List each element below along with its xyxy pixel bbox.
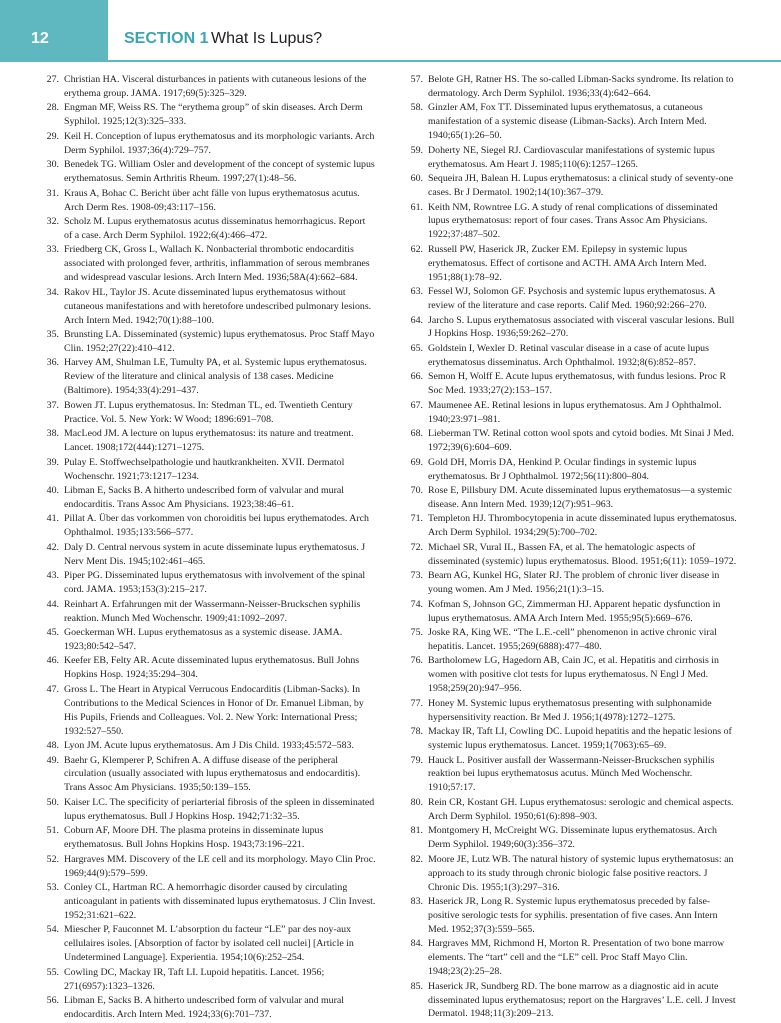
reference-item <box>40 101 376 129</box>
reference-item <box>404 796 740 824</box>
reference-number: 41. <box>46 513 59 525</box>
reference-number: 76. <box>410 655 423 667</box>
reference-item <box>40 824 376 852</box>
reference-text: Hauck L. Positiver ausfall der Wassermann-Neisser-Bruckschen syphilis reaktion bei lupus erythematosus acutus. Münch Med Wochenschr. 1910;57:17. <box>428 754 715 794</box>
reference-number: 56. <box>46 995 59 1007</box>
reference-text: Ginzler AM, Fox TT. Disseminated lupus erythematosus, a cutaneous manifestation of a systemic disease (Libman-Sacks). Arch Intern Med. 1940;65(1):26–50. <box>428 102 707 142</box>
reference-text: Baehr G, Klemperer P, Schifren A. A diffuse disease of the peripheral circulation (usually associated with lupus erythematosus and endocarditis). Trans Assoc Am Physicians. 1935;50:139–155. <box>64 754 361 794</box>
reference-item <box>404 285 740 313</box>
reference-item <box>404 243 740 285</box>
reference-number: 42. <box>46 541 59 553</box>
reference-item <box>40 626 376 654</box>
reference-number: 85. <box>410 980 423 992</box>
page-header <box>0 0 781 62</box>
reference-text: Harvey AM, Shulman LE, Tumulty PA, et al. Systemic lupus erythematosus. Review of the literature and clinical analysis of 138 cases. Medicine (Baltimore). 1954;33(4):291–437. <box>64 357 367 397</box>
reference-number: 75. <box>410 627 423 639</box>
reference-text: Daly D. Central nervous system in acute disseminate lupus erythematosus. J Nerv Ment Dis. 1945;102:461–465. <box>64 541 366 567</box>
section-label: SECTION 1 <box>124 30 209 47</box>
reference-item <box>40 923 376 965</box>
reference-item <box>40 243 376 285</box>
reference-number: 62. <box>410 243 423 255</box>
reference-number: 33. <box>46 244 59 256</box>
reference-number: 63. <box>410 286 423 298</box>
reference-item <box>40 541 376 569</box>
reference-item <box>40 427 376 455</box>
reference-item <box>404 569 740 597</box>
reference-number: 48. <box>46 740 59 752</box>
reference-number: 32. <box>46 216 59 228</box>
reference-text: Brunsting LA. Disseminated (systemic) lupus erythematosus. Proc Staff Mayo Clin. 1952;27(22):410–412. <box>64 329 375 354</box>
reference-item <box>404 754 740 796</box>
reference-text: Kofman S, Johnson GC, Zimmerman HJ. Apparent hepatic dysfunction in lupus erythematosus. AMA Arch Intern Med. 1955;95(5):669–676. <box>428 598 721 624</box>
reference-number: 44. <box>46 598 59 610</box>
reference-text: Haserick JR, Sundberg RD. The bone marrow as a diagnostic aid in acute disseminated lupus erythematosus; report on the Hargraves’ L.E. cell. J Invest Dermatol. 1948;11(3):209–213. <box>428 980 736 1020</box>
reference-item <box>404 399 740 427</box>
reference-number: 40. <box>46 485 59 496</box>
reference-item <box>404 626 740 654</box>
reference-number: 69. <box>410 456 423 468</box>
reference-number: 78. <box>410 726 423 738</box>
reference-text: Mackay IR, Taft LI, Cowling DC. Lupoid hepatitis and the hepatic lesions of systemic lupus erythematosus. Lancet. 1959;1(7063):65–69. <box>428 726 732 752</box>
reference-text: Montgomery H, McCreight WG. Disseminate lupus erythematosus. Arch Derm Syphilol. 1949;60(3):356–372. <box>428 825 717 851</box>
reference-item <box>40 598 376 626</box>
reference-number: 70. <box>410 485 423 496</box>
reference-item <box>40 130 376 158</box>
reference-text: Pulay E. Stoffwechselpathologie und hautkrankheiten. XVII. Dermatol Wochenschr. 1921;73:1217–1234. <box>64 456 345 482</box>
reference-item <box>404 172 740 200</box>
reference-text: Engman MF, Weiss RS. The “erythema group” of skin diseases. Arch Derm Syphilol. 1925;12(3):325–333. <box>64 102 363 128</box>
reference-text: Goeckerman WH. Lupus erythematosus as a systemic disease. JAMA. 1923;80:542–547. <box>64 627 343 652</box>
reference-item <box>404 370 740 398</box>
reference-text: Libman E, Sacks B. A hitherto undescribed form of valvular and mural endocarditis. Trans Assoc Am Physicians. 1923;38:46–61. <box>64 485 344 510</box>
reference-item <box>40 853 376 881</box>
reference-number: 71. <box>410 513 423 525</box>
reference-item <box>404 895 740 937</box>
reference-text: Hargraves MM, Richmond H, Morton R. Presentation of two bone marrow elements. The “tart” cell and the “LE” cell. Proc Staff Mayo Clin. 1948;23(2):25–28. <box>428 938 725 978</box>
reference-text: Belote GH, Ratner HS. The so-called Libman-Sacks syndrome. Its relation to dermatology. Arch Derm Syphilol. 1936;33(4):642–664. <box>428 74 734 99</box>
reference-item <box>40 356 376 398</box>
reference-number: 65. <box>410 342 423 354</box>
reference-number: 64. <box>410 314 423 326</box>
reference-item <box>404 654 740 696</box>
reference-text: Semon H, Wolff E. Acute lupus erythematosus, with fundus lesions. Proc R Soc Med. 1933;27(2):153–157. <box>428 371 727 397</box>
reference-number: 31. <box>46 187 59 199</box>
header-rule <box>108 60 781 62</box>
reference-number: 47. <box>46 683 59 695</box>
reference-item <box>404 101 740 143</box>
reference-text: Cowling DC, Mackay IR, Taft LI. Lupoid hepatitis. Lancet. 1956; 271(6957):1323–1326. <box>64 966 325 992</box>
reference-item <box>404 314 740 342</box>
reference-number: 36. <box>46 357 59 369</box>
reference-text: Benedek TG. William Osler and development of the concept of systemic lupus erythematosus. Semin Arthritis Rheum. 1997;27(1):48–56. <box>64 159 375 185</box>
reference-number: 55. <box>46 966 59 978</box>
reference-item <box>404 512 740 540</box>
reference-text: Kaiser LC. The specificity of periarterial fibrosis of the spleen in disseminated lupus erythematosus. Bull J Hopkins Hosp. 1942;71:32–35. <box>64 796 375 822</box>
reference-item <box>40 683 376 739</box>
reference-number: 80. <box>410 796 423 808</box>
reference-number: 82. <box>410 853 423 865</box>
reference-number: 52. <box>46 853 59 865</box>
reference-item <box>404 541 740 569</box>
reference-text: Pillat A. Über das vorkommen von choroiditis bei lupus erythematodes. Arch Ophthalmol. 1935;133:566–577. <box>64 513 369 539</box>
reference-text: Gold DH, Morris DA, Henkind P. Ocular findings in systemic lupus erythematosus. Br J Ophthalmol. 1972;56(11):800–804. <box>428 456 697 482</box>
reference-item <box>404 937 740 979</box>
reference-item <box>404 201 740 243</box>
reference-text: MacLeod JM. A lecture on lupus erythematosus: its nature and treatment. Lancet. 1908;172(444):1271–1275. <box>64 428 354 454</box>
reference-number: 74. <box>410 598 423 610</box>
reference-number: 51. <box>46 825 59 837</box>
reference-text: Kraus A, Bohac C. Bericht über acht fälle von lupus erythematosus acutus. Arch Derm Res. 1908-09;43:117–156. <box>64 187 360 213</box>
reference-number: 61. <box>410 201 423 213</box>
reference-item <box>40 73 376 101</box>
reference-text: Bearn AG, Kunkel HG, Slater RJ. The problem of chronic liver disease in young women. Am J Med. 1956;21(1):3–15. <box>428 570 720 596</box>
reference-text: Templeton HJ. Thrombocytopenia in acute disseminated lupus erythematosus. Arch Derm Syphilol. 1934;29(5):700–702. <box>428 513 737 539</box>
reference-number: 58. <box>410 102 423 114</box>
reference-item <box>40 187 376 215</box>
reference-item <box>40 512 376 540</box>
reference-number: 84. <box>410 938 423 950</box>
reference-text: Joske RA, King WE. “The L.E.-cell” phenomenon in active chronic viral hepatitis. Lancet. 1955;269(6888):477–480. <box>428 627 717 652</box>
reference-number: 67. <box>410 399 423 411</box>
reference-item <box>40 569 376 597</box>
reference-item <box>40 399 376 427</box>
references-column-right <box>404 73 740 1022</box>
reference-item <box>404 824 740 852</box>
reference-text: Coburn AF, Moore DH. The plasma proteins in disseminate lupus erythematosus. Bull Johns Hopkins Hosp. 1943;73:196–221. <box>64 825 324 851</box>
reference-number: 46. <box>46 655 59 667</box>
reference-text: Christian HA. Visceral disturbances in patients with cutaneous lesions of the erythema group. JAMA. 1917;69(5):325–329. <box>64 74 367 99</box>
reference-item <box>40 158 376 186</box>
reference-number: 37. <box>46 399 59 411</box>
reference-item <box>404 980 740 1022</box>
reference-text: Gross L. The Heart in Atypical Verrucous Endocarditis (Libman-Sacks). In Contributions to the Medical Sciences in Honor of Dr. Emanuel Libman, by His Pupils, Friends and Colleagues. Vol. 2. New York: International Press; 1932:527–550. <box>64 683 364 737</box>
reference-text: Goldstein I, Wexler D. Retinal vascular disease in a case of acute lupus erythematosus disseminatus. Arch Ophthalmol. 1932;8(6):852–857. <box>428 342 709 368</box>
reference-number: 68. <box>410 428 423 440</box>
reference-number: 43. <box>46 570 59 582</box>
reference-number: 57. <box>410 74 423 85</box>
reference-number: 53. <box>46 882 59 894</box>
reference-number: 79. <box>410 754 423 766</box>
reference-item <box>40 328 376 356</box>
reference-text: Bowen JT. Lupus erythematosus. In: Stedman TL, ed. Twentieth Century Practice. Vol. 5. New York: W Wood; 1896:691–708. <box>64 399 353 425</box>
reference-number: 59. <box>410 144 423 156</box>
reference-text: Miescher P, Fauconnet M. L’absorption du facteur “LE” par des noy-aux cellulaires isoles. [Absorption of factor by isolated cell nuclei] [Article in Undetermined Language]. Experientia. 1954;10(6):252–254. <box>64 924 354 964</box>
reference-text: Rose E, Pillsbury DM. Acute disseminated lupus erythematosus—a systemic disease. Ann Intern Med. 1939;12(7):951–963. <box>428 485 732 510</box>
reference-text: Moore JE, Lutz WB. The natural history of systemic lupus erythematosus: an approach to its study through chronic biologic false positive reactors. J Chronic Dis. 1955;1(3):297–316. <box>428 853 734 893</box>
reference-item <box>40 754 376 796</box>
reference-text: Haserick JR, Long R. Systemic lupus erythematosus preceded by false-positive serologic tests for syphilis. presentation of five cases. Ann Intern Med. 1952;37(3):559–565. <box>428 896 718 935</box>
reference-number: 49. <box>46 754 59 766</box>
reference-item <box>404 456 740 484</box>
reference-item <box>40 994 376 1022</box>
reference-number: 27. <box>46 74 59 85</box>
reference-text: Russell PW, Haserick JR, Zucker EM. Epilepsy in systemic lupus erythematosus. Effect of cortisone and ACTH. AMA Arch Intern Med. 1951;88(1):78–92. <box>428 243 707 283</box>
reference-text: Friedberg CK, Gross L, Wallach K. Nonbacterial thrombotic endocarditis associated with prolonged fever, arthritis, inflammation of serous membranes and widespread vascular lesions. Arch Intern Med. 1936;58A(4):662–684. <box>64 244 370 284</box>
reference-number: 50. <box>46 796 59 808</box>
reference-text: Jarcho S. Lupus erythematosus associated with visceral vascular lesions. Bull J Hopkins Hosp. 1936;59:262–270. <box>428 314 735 340</box>
reference-text: Conley CL, Hartman RC. A hemorrhagic disorder caused by circulating anticoagulant in patients with disseminated lupus erythematosus. J Clin Invest. 1952;31:621–622. <box>64 882 376 921</box>
reference-item <box>404 598 740 626</box>
reference-text: Libman E, Sacks B. A hitherto undescribed form of valvular and mural endocarditis. Arch Intern Med. 1924;33(6):701–737. <box>64 995 344 1021</box>
reference-number: 35. <box>46 329 59 341</box>
reference-item <box>40 456 376 484</box>
reference-item <box>404 697 740 725</box>
reference-text: Maumenee AE. Retinal lesions in lupus erythematosus. Am J Ophthalmol. 1940;23:971–981. <box>428 399 722 425</box>
reference-item <box>40 654 376 682</box>
reference-item <box>404 484 740 512</box>
reference-number: 66. <box>410 371 423 383</box>
reference-text: Reinhart A. Erfahrungen mit der Wassermann-Neisser-Bruckschen syphilis reaktion. Munch Med Wochenschr. 1909;41:1092–2097. <box>64 598 361 624</box>
references-column-left <box>40 73 376 1023</box>
page-number-tab <box>0 0 108 62</box>
reference-number: 60. <box>410 173 423 185</box>
reference-number: 77. <box>410 697 423 709</box>
reference-item <box>404 427 740 455</box>
reference-number: 29. <box>46 130 59 142</box>
reference-number: 54. <box>46 924 59 936</box>
reference-text: Lieberman TW. Retinal cotton wool spots and cytoid bodies. Mt Sinai J Med. 1972;39(6):604–609. <box>428 428 734 454</box>
reference-text: Sequeira JH, Balean H. Lupus erythematosus: a clinical study of seventy-one cases. Br J Dermatol. 1902;14(10):367–379. <box>428 173 733 199</box>
reference-item <box>40 739 376 753</box>
reference-number: 72. <box>410 541 423 553</box>
reference-number: 83. <box>410 896 423 907</box>
reference-item <box>404 725 740 753</box>
reference-text: Keefer EB, Felty AR. Acute disseminated lupus erythematosus. Bull Johns Hopkins Hosp. 1924;35:294–304. <box>64 655 360 681</box>
reference-number: 73. <box>410 570 423 582</box>
reference-text: Fessel WJ, Solomon GF. Psychosis and systemic lupus erythematosus. A review of the literature and case reports. Calif Med. 1960;92:266–270. <box>428 286 716 312</box>
reference-text: Honey M. Systemic lupus erythematosus presenting with sulphonamide hypersensitivity reaction. Br Med J. 1956;1(4978):1272–1275. <box>428 697 712 723</box>
reference-text: Piper PG. Disseminated lupus erythematosus with involvement of the spinal cord. JAMA. 1953;153(3):215–217. <box>64 570 366 596</box>
reference-item <box>40 215 376 243</box>
reference-item <box>404 73 740 101</box>
reference-number: 81. <box>410 825 423 837</box>
reference-item <box>40 881 376 923</box>
reference-number: 38. <box>46 428 59 440</box>
reference-number: 28. <box>46 102 59 114</box>
reference-text: Keith NM, Rowntree LG. A study of renal complications of disseminated lupus erythematosus: report of four cases. Trans Assoc Am Physicians. 1922;37:487–502. <box>428 201 718 241</box>
reference-text: Keil H. Conception of lupus erythematosus and its morphologic variants. Arch Derm Syphilol. 1937;36(4):729–757. <box>64 130 375 156</box>
reference-text: Michael SR, Vural IL, Bassen FA, et al. The hematologic aspects of disseminated (systemic) lupus erythematosus. Blood. 1951;6(11): 1059–1972. <box>428 541 737 567</box>
reference-text: Rakov HL, Taylor JS. Acute disseminated lupus erythematosus without cutaneous manifestations and with heretofore undescribed pulmonary lesions. Arch Intern Med. 1942;70(1):88–100. <box>64 286 372 326</box>
reference-number: 34. <box>46 286 59 298</box>
reference-item <box>40 966 376 994</box>
reference-text: Lyon JM. Acute lupus erythematosus. Am J Dis Child. 1933;45:572–583. <box>64 740 354 752</box>
reference-item <box>40 484 376 512</box>
reference-item <box>40 286 376 328</box>
section-title: What Is Lupus? <box>211 30 323 47</box>
reference-item <box>404 853 740 895</box>
reference-item <box>404 342 740 370</box>
page-number: 12 <box>31 30 49 47</box>
reference-text: Doherty NE, Siegel RJ. Cardiovascular manifestations of systemic lupus erythematosus. Am Heart J. 1985;110(6):1257–1265. <box>428 144 715 170</box>
reference-number: 39. <box>46 456 59 468</box>
reference-text: Bartholomew LG, Hagedorn AB, Cain JC, et al. Hepatitis and cirrhosis in women with positive clot tests for lupus erythematosus. N Engl J Med. 1958;259(20):947–956. <box>428 655 719 695</box>
reference-item <box>40 796 376 824</box>
reference-text: Rein CR, Kostant GH. Lupus erythematosus: serologic and chemical aspects. Arch Derm Syphilol. 1950;61(6):898–903. <box>428 796 734 822</box>
reference-number: 45. <box>46 627 59 639</box>
reference-item <box>404 144 740 172</box>
reference-text: Hargraves MM. Discovery of the LE cell and its morphology. Mayo Clin Proc. 1969;44(9):579–599. <box>64 853 376 879</box>
reference-text: Scholz M. Lupus erythematosus acutus disseminatus hemorrhagicus. Report of a case. Arch Derm Syphilol. 1922;6(4):466–472. <box>64 216 366 241</box>
reference-number: 30. <box>46 159 59 171</box>
